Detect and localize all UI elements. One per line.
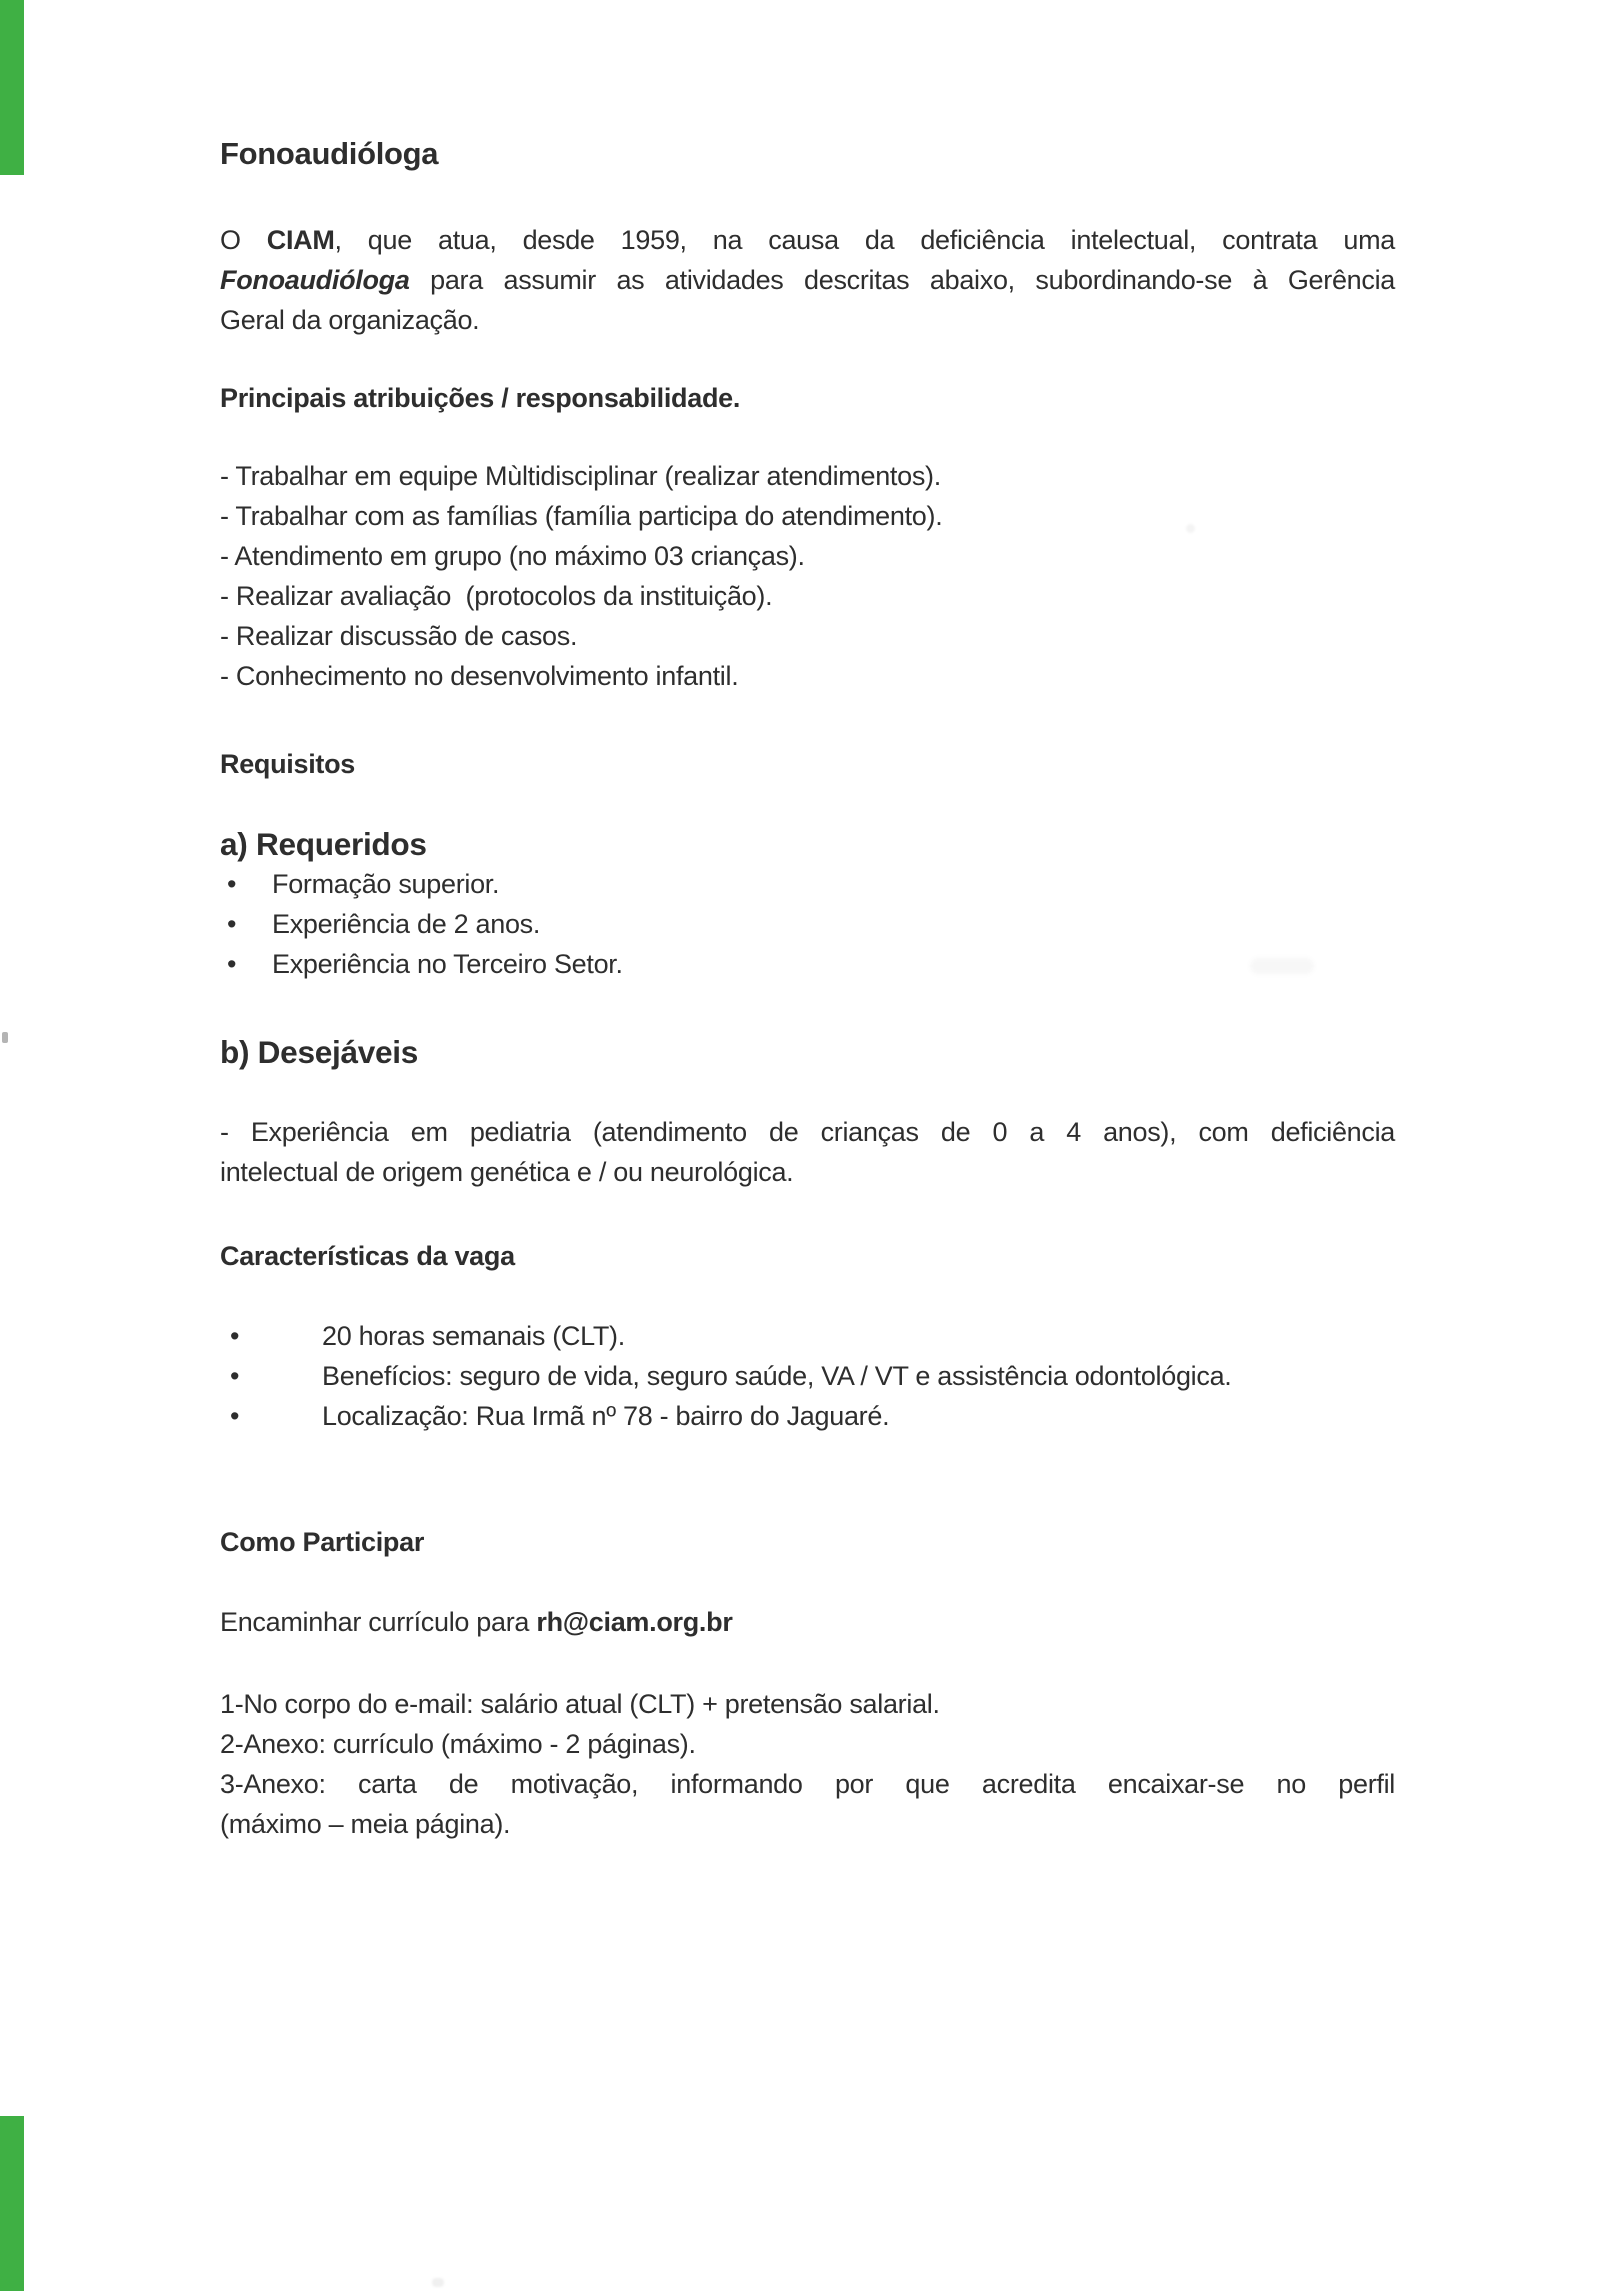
section-heading-como-participar: Como Participar	[220, 1527, 425, 1557]
list-item: - Conhecimento no desenvolvimento infantil.	[220, 661, 739, 691]
list-item: - Realizar avaliação (protocolos da instituição).	[220, 581, 773, 611]
vaga-list	[220, 1316, 1395, 1436]
list-item	[220, 864, 1395, 904]
section-heading-caracteristicas: Características da vaga	[220, 1241, 515, 1271]
list-item	[220, 1396, 1395, 1436]
email-instruction-text: Encaminhar currículo para	[220, 1607, 537, 1637]
application-steps	[220, 1684, 1395, 1844]
list-item: - Realizar discussão de casos.	[220, 621, 578, 651]
bullet-icon: •	[227, 909, 237, 939]
step-line: 2-Anexo: currículo (máximo - 2 páginas).	[220, 1729, 696, 1759]
intro-line-3: Geral da organização.	[220, 305, 480, 335]
scan-speck	[432, 2278, 444, 2287]
org-name: CIAM	[266, 225, 335, 255]
list-item-text: Formação superior.	[272, 869, 500, 899]
intro-line-2	[220, 260, 1395, 300]
subheading-requeridos: a) Requeridos	[220, 826, 427, 862]
section-heading-atribuicoes: Principais atribuições / responsabilidade.	[220, 383, 741, 413]
list-item-text: Experiência de 2 anos.	[272, 909, 541, 939]
list-item: - Trabalhar com as famílias (família participa do atendimento).	[220, 501, 943, 531]
desejaveis-paragraph	[220, 1112, 1395, 1192]
list-item-text: Localização: Rua Irmã nº 78 - bairro do Jaguaré.	[322, 1401, 890, 1431]
desejaveis-line-2: intelectual de origem genética e / ou neurológica.	[220, 1157, 794, 1187]
list-item-text: 20 horas semanais (CLT).	[322, 1321, 625, 1351]
bullet-icon: •	[230, 1361, 240, 1391]
list-item: - Trabalhar em equipe Mùltidisciplinar (realizar atendimentos).	[220, 461, 941, 491]
list-item	[220, 1316, 1395, 1356]
bullet-icon: •	[230, 1401, 240, 1431]
intro-text: O	[220, 225, 267, 255]
document-body	[220, 0, 1395, 1844]
list-item: - Atendimento em grupo (no máximo 03 crianças).	[220, 541, 805, 571]
list-item-text: Benefícios: seguro de vida, seguro saúde, VA / VT e assistência odontológica.	[322, 1361, 1232, 1391]
email-address: rh@ciam.org.br	[536, 1607, 733, 1637]
requeridos-list	[220, 864, 1395, 984]
subheading-desejaveis: b) Desejáveis	[220, 1034, 418, 1070]
intro-text: para assumir as atividades descritas abaixo, subordinando-se à Gerência	[409, 265, 1395, 295]
list-item-text: Experiência no Terceiro Setor.	[272, 949, 623, 979]
scan-edge-artifact-bottom	[0, 2116, 24, 2291]
bullet-icon: •	[227, 949, 237, 979]
desejaveis-line-1: - Experiência em pediatria (atendimento de crianças de 0 a 4 anos), com deficiência	[220, 1117, 1395, 1147]
section-heading-requisitos: Requisitos	[220, 749, 356, 779]
intro-text: , que atua, desde 1959, na causa da deficiência intelectual, contrata uma	[334, 225, 1396, 255]
step-line: 3-Anexo: carta de motivação, informando por que acredita encaixar-se no perfil	[220, 1769, 1395, 1799]
step-line: (máximo – meia página).	[220, 1809, 511, 1839]
bullet-icon: •	[227, 869, 237, 899]
step-line: 1-No corpo do e-mail: salário atual (CLT) + pretensão salarial.	[220, 1689, 940, 1719]
list-item	[220, 904, 1395, 944]
scan-edge-artifact-top	[0, 0, 24, 175]
intro-paragraph	[220, 220, 1395, 340]
bullet-icon: •	[230, 1321, 240, 1351]
email-instruction	[220, 1602, 1395, 1642]
scan-speck	[2, 1032, 8, 1043]
intro-line-1	[220, 220, 1395, 260]
list-item	[220, 1356, 1395, 1396]
role-name: Fonoaudióloga	[220, 265, 410, 295]
page-title: Fonoaudióloga	[220, 136, 439, 171]
atribuicoes-list	[220, 456, 1395, 696]
list-item	[220, 944, 1395, 984]
